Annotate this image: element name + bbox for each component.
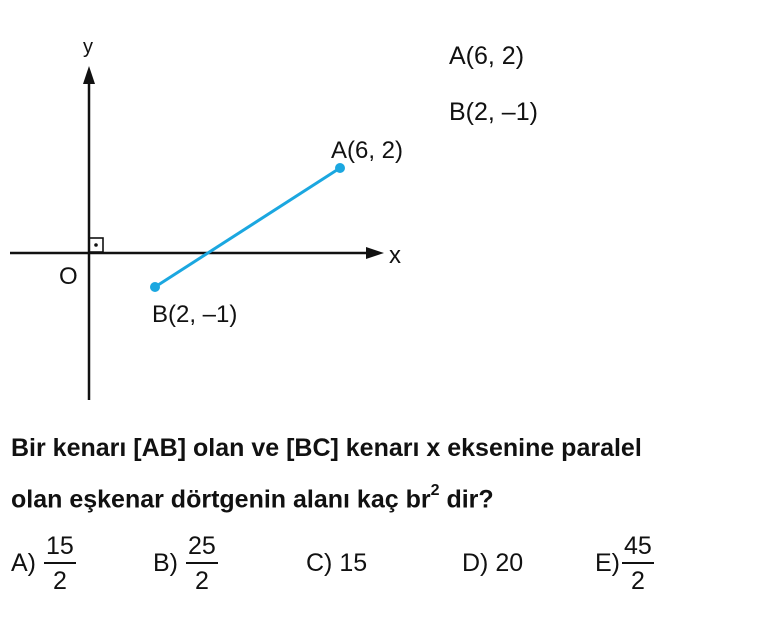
right-angle-dot: [94, 243, 98, 247]
y-axis-arrowhead: [83, 66, 95, 84]
option-a-letter: A): [11, 548, 36, 577]
option-e[interactable]: [595, 528, 654, 598]
point-b-label: B(2, –1): [152, 301, 238, 328]
origin-label: O: [59, 263, 78, 290]
option-c-value: 15: [339, 548, 368, 577]
option-c-letter: C): [306, 548, 333, 577]
option-e-numerator: 45: [622, 533, 654, 564]
question-line-2: [11, 471, 776, 522]
option-b-fraction: [186, 533, 218, 594]
option-c[interactable]: [306, 528, 367, 598]
option-d-letter: D): [462, 548, 489, 577]
option-e-letter: E): [595, 548, 620, 577]
option-e-fraction: [622, 533, 654, 594]
option-e-denominator: 2: [630, 566, 645, 595]
option-b-numerator: 25: [186, 533, 218, 564]
point-a: [335, 163, 345, 173]
point-b: [150, 282, 160, 292]
question-line-2-end: dir?: [439, 485, 494, 514]
segment-ab: [155, 168, 340, 287]
option-a[interactable]: [11, 528, 76, 598]
option-b-denominator: 2: [194, 566, 209, 595]
x-axis-label: x: [389, 242, 401, 269]
option-d[interactable]: [462, 528, 523, 598]
option-d-value: 20: [495, 548, 524, 577]
point-a-label: A(6, 2): [331, 137, 404, 164]
option-a-fraction: [44, 533, 76, 594]
question-line-2-text: olan eşkenar dörtgenin alanı kaç br: [11, 485, 431, 514]
option-a-numerator: 15: [44, 533, 76, 564]
option-a-denominator: 2: [52, 566, 67, 595]
y-axis-label: y: [83, 36, 93, 58]
question-text: [11, 426, 776, 522]
given-point-b: B(2, –1): [449, 98, 538, 126]
superscript-two: 2: [430, 482, 440, 499]
question-line-1: Bir kenarı [AB] olan ve [BC] kenarı x eksenine paralel: [11, 434, 642, 462]
given-point-a: A(6, 2): [449, 42, 525, 70]
option-b-letter: B): [153, 548, 178, 577]
x-axis-arrowhead: [366, 247, 384, 259]
option-b[interactable]: [153, 528, 218, 598]
